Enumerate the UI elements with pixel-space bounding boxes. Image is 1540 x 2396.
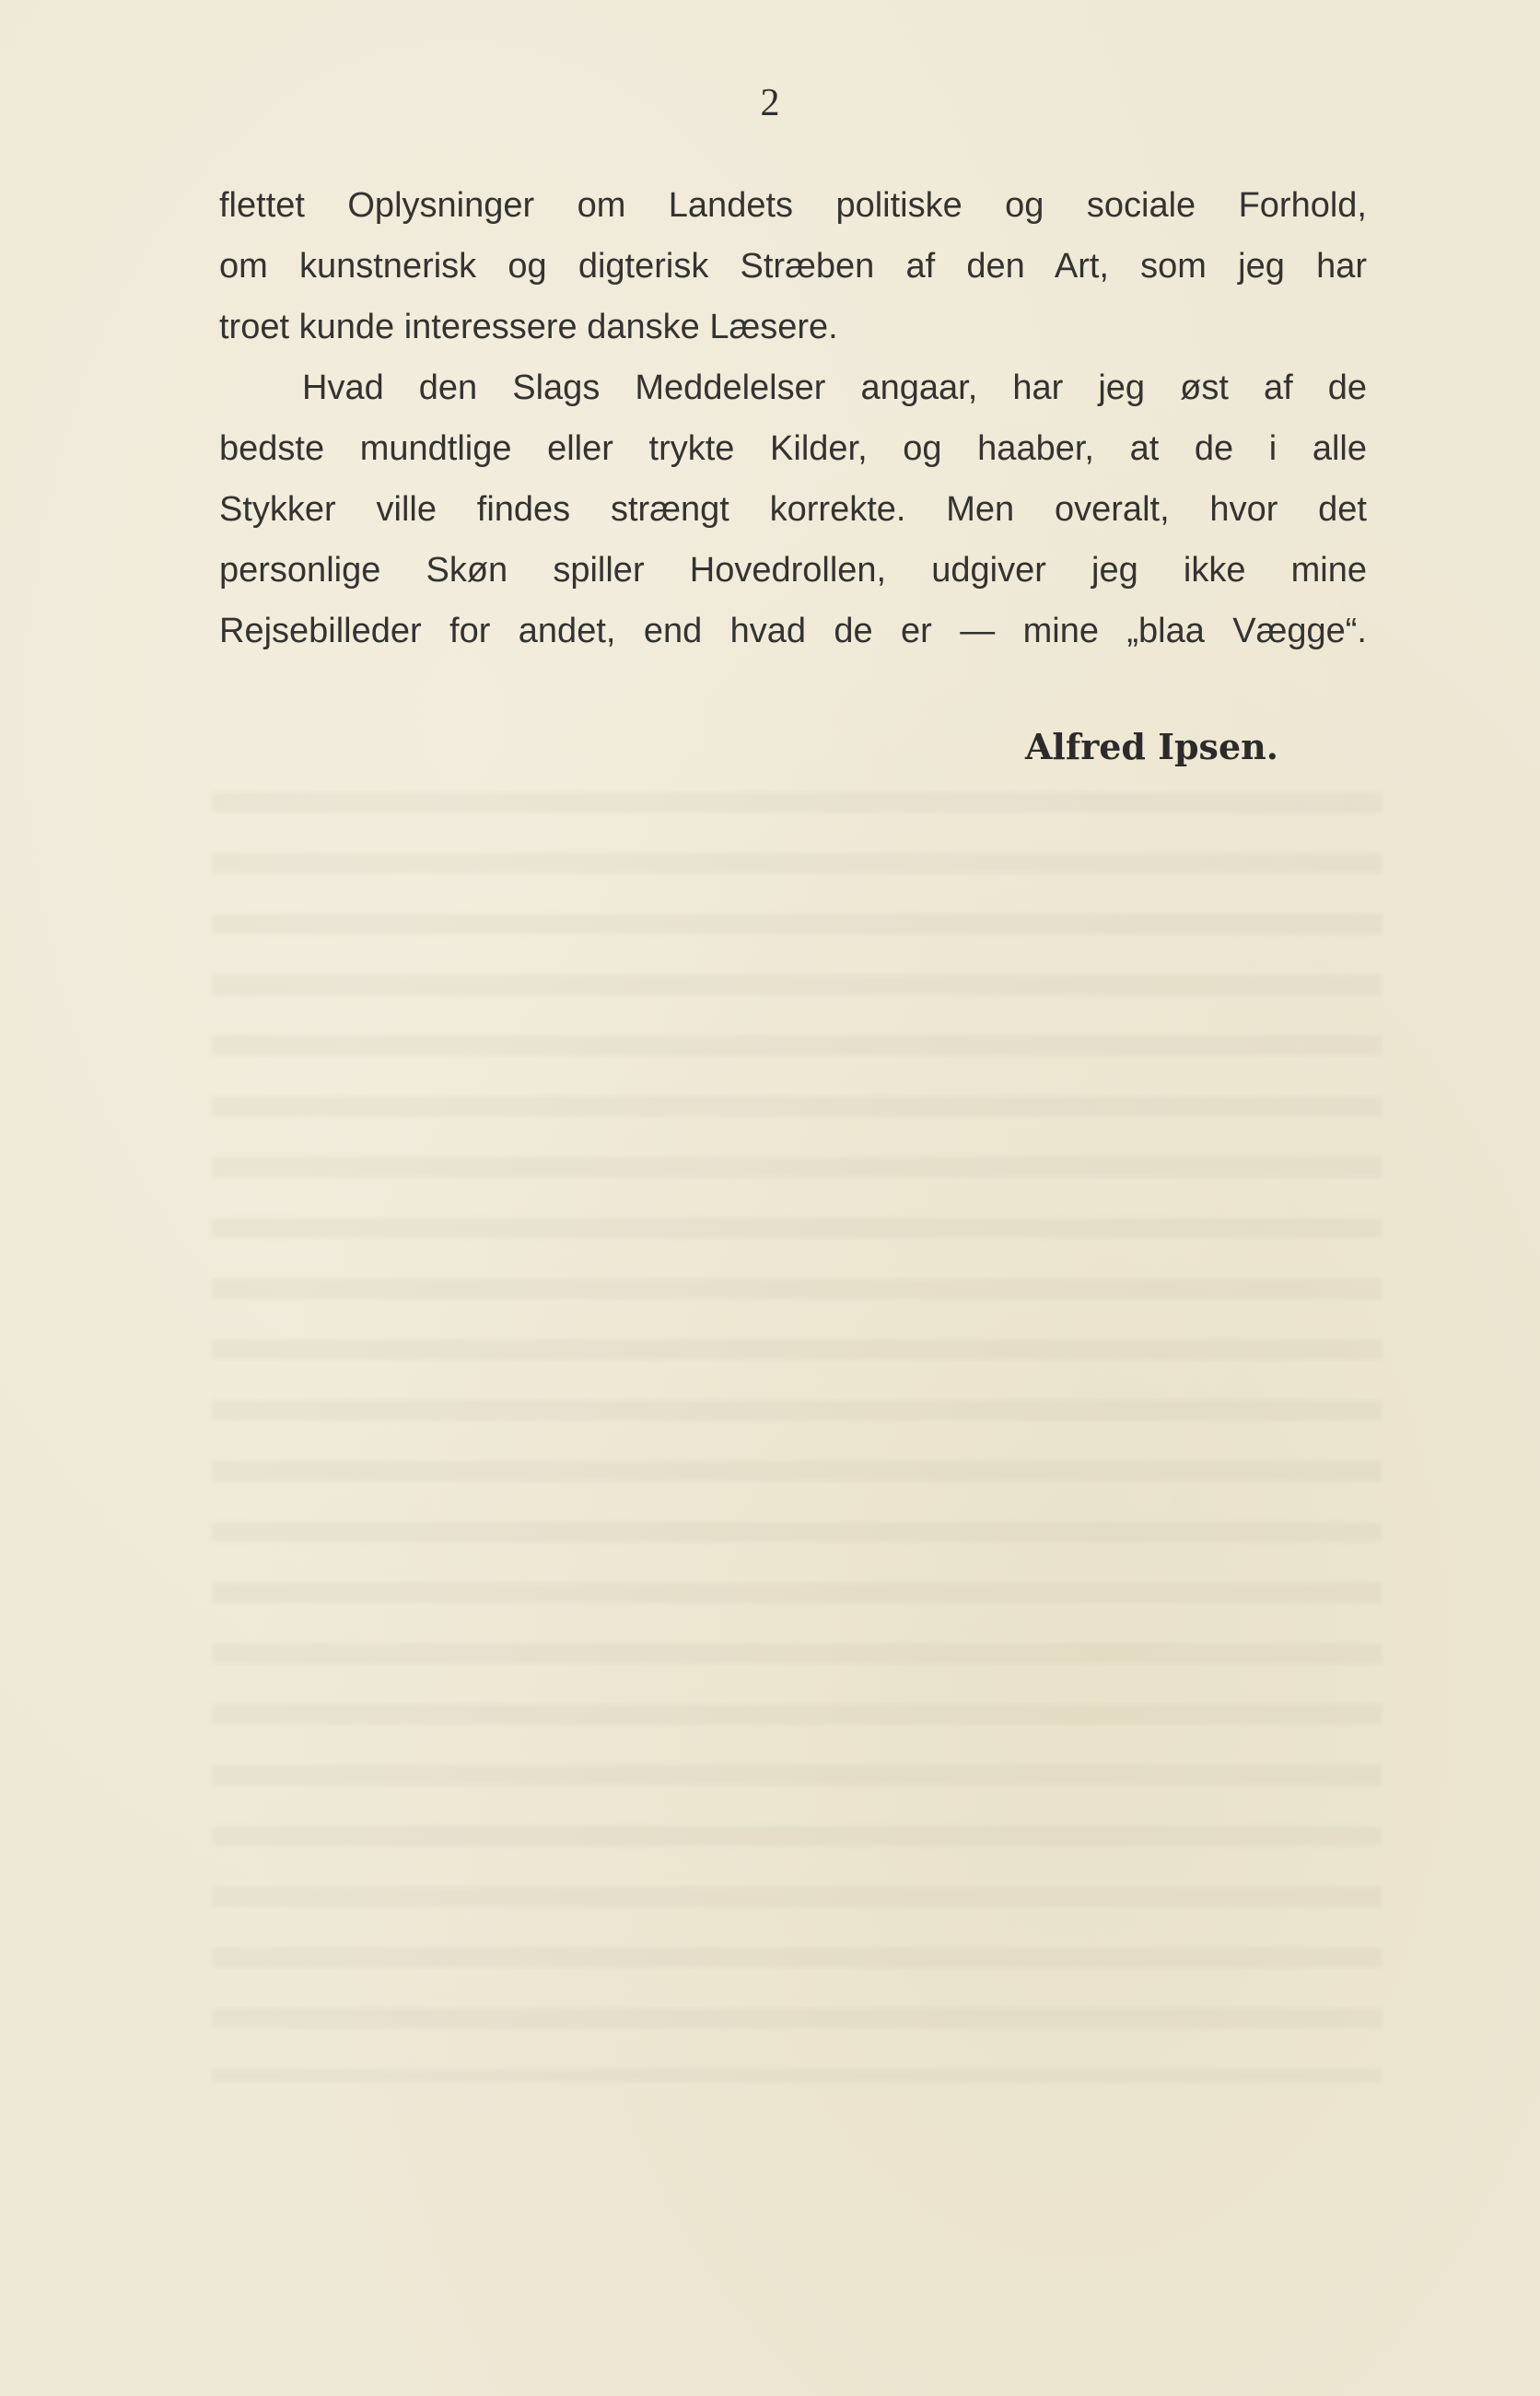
paragraph-1 [219, 175, 1367, 357]
author-signature: Alfred Ipsen. [1024, 726, 1278, 767]
text-line: om kunstnerisk og digterisk Stræben af den Art, som jeg har [219, 247, 1367, 286]
paragraph-2 [219, 357, 1367, 661]
body-text [219, 175, 1367, 661]
page-number: 2 [760, 82, 780, 124]
text-line: troet kunde interessere danske Læsere. [219, 308, 838, 346]
text-line: flettet Oplysninger om Landets politiske og sociale Forhold, [219, 186, 1367, 225]
text-line: bedste mundtlige eller trykte Kilder, og haaber, at de i alle [219, 429, 1367, 468]
text-line: personlige Skøn spiller Hovedrollen, udgiver jeg ikke mine [219, 551, 1367, 590]
text-line: Stykker ville findes strængt korrekte. Men overalt, hvor det [219, 490, 1367, 529]
bleed-through-text [212, 792, 1382, 2082]
text-line: Hvad den Slags Meddelelser angaar, har jeg øst af de [302, 368, 1367, 407]
text-line: Rejsebilleder for andet, end hvad de er — mine „blaa Vægge“. [219, 612, 1367, 650]
